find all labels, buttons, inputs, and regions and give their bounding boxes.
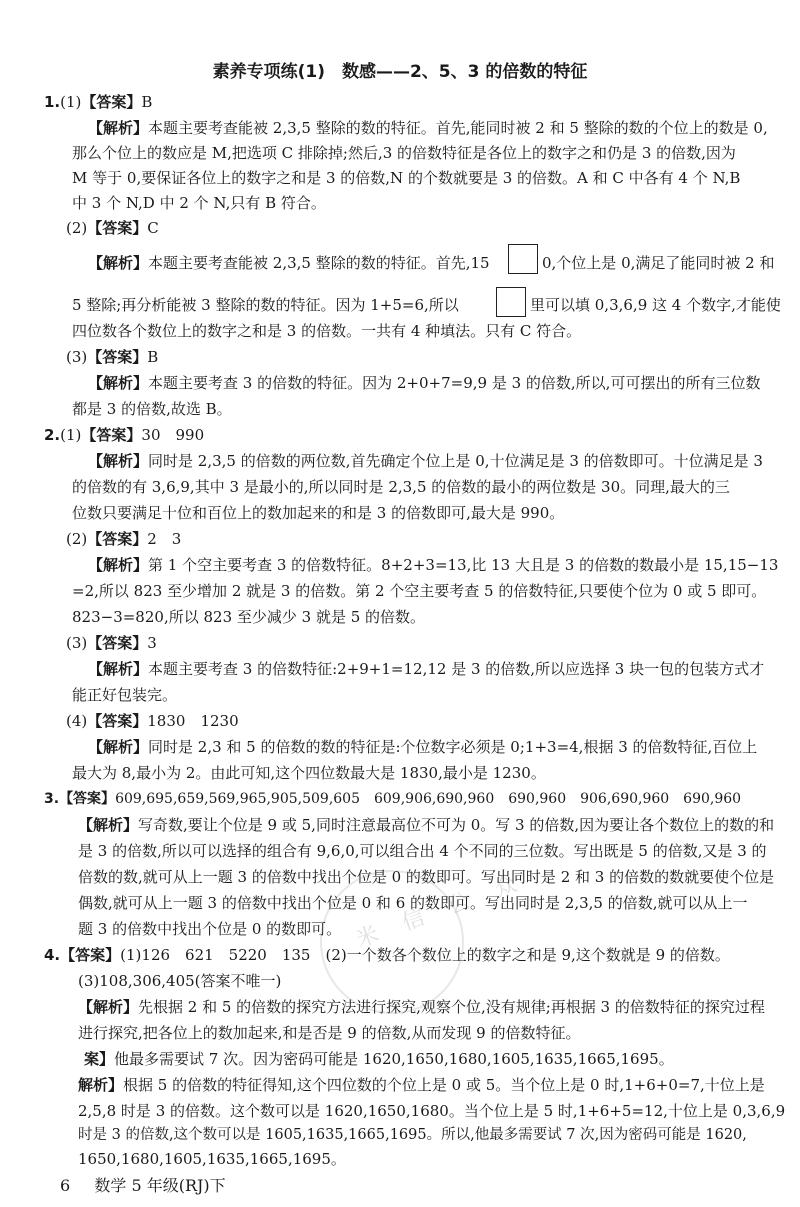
- q1-1-explanation-line: [88, 121, 768, 136]
- explanation-text: 能正好包装完。: [72, 686, 178, 704]
- q1-2-answer: C: [147, 219, 159, 237]
- q2-4-answer-line: [66, 714, 239, 729]
- explanation-text: 位数只要满足十位和百位上的数加起来的和是 3 的倍数即可,最大是 990。: [72, 504, 565, 522]
- q2-3-answer-line: [66, 636, 157, 651]
- answer-tag: 【答案】: [81, 426, 142, 444]
- answer-tag: 【答案】: [87, 712, 148, 730]
- q2-1-explanation-line: [88, 454, 763, 469]
- explanation-text: 里可以填 0,3,6,9 这 4 个数字,才能使: [530, 296, 781, 314]
- explanation-tag: 解析】: [78, 1076, 124, 1094]
- q2-3-answer: 3: [147, 634, 157, 652]
- q2-2-answer: 2 3: [147, 530, 182, 548]
- footer-subject: 数学 5 年级(RJ)下: [94, 1176, 226, 1195]
- q2-2-answer-line: [66, 532, 181, 547]
- answer-tag: 【答案】: [87, 634, 148, 652]
- explanation-text: 题 3 的倍数中找出个位是 0 的数即可。: [78, 920, 342, 938]
- q4-answer-line-2: (3)108,306,405(答案不唯一): [78, 972, 282, 990]
- explanation-text: 0,个位上是 0,满足了能同时被 2 和: [542, 254, 775, 272]
- explanation-tag: 【解析】: [78, 816, 139, 834]
- q2-3-explanation-line: [88, 662, 764, 677]
- q1-2-answer-line: [66, 221, 159, 236]
- explanation-text: 偶数,就可从上一题 3 的倍数中找出个位是 0 和 6 的数即可。写出同时是 2,3,5 的倍数,就可以从上一: [78, 894, 748, 912]
- q1-3-explanation-line: [88, 376, 760, 391]
- explanation-text: 中 3 个 N,D 中 2 个 N,只有 B 符合。: [72, 194, 326, 212]
- explanation-tag: 【解析】: [88, 452, 149, 470]
- explanation-text: 那么个位上的数应是 M,把选项 C 排除掉;然后,3 的倍数特征是各位上的数字之和仍是 3 的倍数,因为: [72, 144, 736, 162]
- q2-4-explanation-line: [88, 740, 757, 755]
- explanation-text: 同时是 2,3,5 的倍数的两位数,首先确定个位上是 0,十位满足是 3 的倍数即可。十位满足是 3: [148, 452, 763, 470]
- answer-tag: 【答案】: [60, 946, 121, 964]
- q4-number: 4.: [44, 946, 61, 964]
- q2-number: 2.: [44, 426, 61, 444]
- explanation-tag: 【解析】: [88, 374, 149, 392]
- watermark-stamp: [320, 870, 464, 1014]
- explanation-tag: 【解析】: [88, 556, 149, 574]
- explanation-text: 823−3=820,所以 823 至少减少 3 就是 5 的倍数。: [72, 608, 426, 626]
- explanation-text: 本题主要考查 3 的倍数的特征。因为 2+0+7=9,9 是 3 的倍数,所以,可可摆出的所有三位数: [148, 374, 761, 392]
- q1-3-label: (3): [66, 348, 88, 366]
- explanation-text: 是 3 的倍数,所以可以选择的组合有 9,6,0,可以组合出 4 个不同的三位数。写出既是 5 的倍数,又是 3 的: [78, 842, 767, 860]
- explanation-text: 先根据 2 和 5 的倍数的探究方法进行探究,观察个位,没有规律;再根据 3 的倍数特征的探究过程: [138, 998, 765, 1016]
- page-title: 素养专项练(1) 数感——2、5、3 的倍数的特征: [212, 62, 588, 82]
- q3-answer: 609,695,659,569,965,905,509,605 609,906,690,960 690,960 906,690,960 690,960: [115, 791, 742, 807]
- explanation-text: 本题主要考查能被 2,3,5 整除的数的特征。首先,15: [148, 254, 490, 272]
- q1-number: 1.: [44, 93, 61, 111]
- explanation-text: =2,所以 823 至少增加 2 就是 3 的倍数。第 2 个空主要考查 5 的倍数特征,只要使个位为 0 或 5 即可。: [72, 582, 767, 600]
- q3-number: 3.: [44, 791, 60, 807]
- explanation-text: 进行探究,把各位上的数加起来,和是否是 9 的倍数,从而发现 9 的倍数特征。: [78, 1024, 581, 1042]
- answer-tag: 案】: [84, 1050, 115, 1068]
- answer-tag: 【答案】: [87, 219, 148, 237]
- q2-2-label: (2): [66, 530, 88, 548]
- explanation-text: 四位数各个数位上的数字之和是 3 的倍数。一共有 4 种填法。只有 C 符合。: [72, 322, 582, 340]
- blank-box: [508, 244, 538, 274]
- q1-1-label: (1): [60, 93, 82, 111]
- blank-box: [496, 287, 526, 317]
- answer-tag: 【答案】: [59, 791, 116, 807]
- q1-answer-line: [44, 95, 152, 110]
- explanation-text: M 等于 0,要保证各位上的数字之和是 3 的倍数,N 的个数就要是 3 的倍数。A 和 C 中各有 4 个 N,B: [72, 169, 741, 187]
- q4-answer: (1)126 621 5220 135 (2)一个数各个数位上的数字之和是 9,这个数就是 9 的倍数。: [120, 946, 730, 964]
- explanation-text: 最大为 8,最小为 2。由此可知,这个四位数最大是 1830,最小是 1230。: [72, 764, 546, 782]
- answer-tag: 【答案】: [81, 93, 142, 111]
- explanation-text: 倍数的数,就可从上一题 3 的倍数中找出个位是 0 的数即可。写出同时是 2 和 3 的倍数的数就要使个位是: [78, 868, 775, 886]
- q1-3-answer-line: [66, 350, 158, 365]
- explanation-tag: 【解析】: [78, 998, 139, 1016]
- watermark-text: 米 信 公 众: [352, 868, 530, 953]
- q3-answer-line: [44, 792, 741, 806]
- q2-1-label: (1): [60, 426, 82, 444]
- explanation-tag: 【解析】: [88, 738, 149, 756]
- q2-4-label: (4): [66, 712, 88, 730]
- explanation-text: 根据 5 的倍数的特征得知,这个四位数的个位上是 0 或 5。当个位上是 0 时,1+6+0=7,十位上是: [123, 1076, 765, 1094]
- answer-tag: 【答案】: [87, 348, 148, 366]
- q2-3-label: (3): [66, 634, 88, 652]
- q2-answer-line: [44, 428, 204, 443]
- explanation-text: 本题主要考查能被 2,3,5 整除的数的特征。首先,能同时被 2 和 5 整除的数的个位上的数是 0,: [148, 119, 768, 137]
- explanation-text: 写奇数,要让个位是 9 或 5,同时注意最高位不可为 0。写 3 的倍数,因为要让各个数位上的数的和: [138, 816, 775, 834]
- page-footer: [60, 1178, 226, 1194]
- explanation-tag: 【解析】: [88, 254, 149, 272]
- q2-4-answer: 1830 1230: [147, 712, 239, 730]
- explanation-text: 2,5,8 时是 3 的倍数。这个数可以是 1620,1650,1680。当个位上是 5 时,1+6+5=12,十位上是 0,3,6,9: [78, 1102, 786, 1120]
- q1-2-label: (2): [66, 219, 88, 237]
- explanation-text: 都是 3 的倍数,故选 B。: [72, 400, 232, 418]
- explanation-text: 5 整除;再分析能被 3 整除的数的特征。因为 1+5=6,所以: [72, 296, 459, 314]
- q3-explanation-line: [78, 818, 774, 833]
- explanation-text: 本题主要考查 3 的倍数特征:2+9+1=12,12 是 3 的倍数,所以应选择 3 块一包的包装方式才: [148, 660, 765, 678]
- q1-3-answer: B: [147, 348, 159, 366]
- explanation-text: 第 1 个空主要考查 3 的倍数特征。8+2+3=13,比 13 大且是 3 的倍数的数最小是 15,15−13: [148, 556, 779, 574]
- q1-2-explanation-line: [88, 256, 490, 271]
- q2-2-explanation-line: [88, 558, 778, 573]
- q5-explanation-line: [78, 1078, 765, 1093]
- explanation-tag: 【解析】: [88, 660, 149, 678]
- q5-answer-line: [84, 1052, 674, 1067]
- q1-1-answer: B: [141, 93, 153, 111]
- explanation-text: 同时是 2,3 和 5 的倍数的数的特征是:个位数字必须是 0;1+3=4,根据 3 的倍数特征,百位上: [148, 738, 758, 756]
- explanation-text: 时是 3 的倍数,这个数可以是 1605,1635,1665,1695。所以,他最多需要试 7 次,因为密码可能是 1620,: [78, 1127, 747, 1143]
- explanation-text: 1650,1680,1605,1635,1665,1695。: [78, 1150, 346, 1168]
- explanation-tag: 【解析】: [88, 119, 149, 137]
- q2-1-answer: 30 990: [141, 426, 205, 444]
- explanation-text: 的倍数的有 3,6,9,其中 3 是最小的,所以同时是 2,3,5 的倍数的最小的两位数是 30。同理,最大的三: [72, 478, 730, 496]
- q5-answer: 他最多需要试 7 次。因为密码可能是 1620,1650,1680,1605,1635,1665,1695。: [114, 1050, 674, 1068]
- page-number: 6: [60, 1176, 71, 1195]
- answer-tag: 【答案】: [87, 530, 148, 548]
